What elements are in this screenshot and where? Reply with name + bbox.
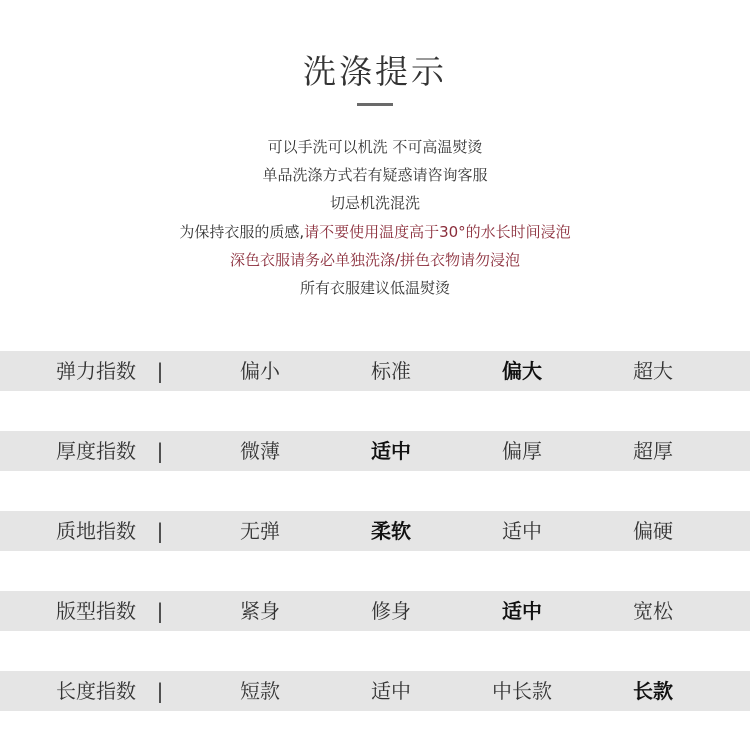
index-option: 超大	[633, 359, 673, 383]
index-option: 适中	[371, 679, 411, 703]
index-row-texture	[0, 511, 750, 551]
index-option: 偏厚	[502, 439, 542, 463]
index-row-length	[0, 671, 750, 711]
index-separator: |	[156, 359, 164, 383]
index-row-fit	[0, 591, 750, 631]
index-row-thickness	[0, 431, 750, 471]
index-separator: |	[156, 679, 164, 703]
index-option: 标准	[371, 359, 411, 383]
page-title: 洗涤提示	[303, 52, 447, 91]
index-option: 中长款	[492, 679, 552, 703]
index-option: 无弹	[240, 519, 280, 543]
index-option: 长款	[633, 679, 673, 703]
index-separator: |	[156, 519, 164, 543]
index-option: 偏小	[240, 359, 280, 383]
index-option: 适中	[502, 599, 542, 623]
index-option: 短款	[240, 679, 280, 703]
index-option: 适中	[371, 439, 411, 463]
tip-line-4-warning: 请不要使用温度高于30°的水长时间浸泡	[304, 222, 571, 241]
tip-line-4-normal: 为保持衣服的质感,	[179, 222, 305, 241]
index-option: 修身	[371, 599, 411, 623]
index-label: 弹力指数	[56, 359, 136, 383]
index-option: 紧身	[240, 599, 280, 623]
index-option: 偏硬	[633, 519, 673, 543]
index-separator: |	[156, 599, 164, 623]
index-option: 宽松	[633, 599, 673, 623]
index-row-elasticity	[0, 351, 750, 391]
index-label: 质地指数	[56, 519, 136, 543]
index-label: 厚度指数	[56, 439, 136, 463]
washing-tips	[0, 133, 750, 302]
title-underline	[357, 103, 393, 106]
tip-line-1: 可以手洗可以机洗 不可高温熨烫	[267, 138, 483, 156]
index-option: 适中	[502, 519, 542, 543]
index-option: 柔软	[371, 519, 411, 543]
index-option: 微薄	[240, 439, 280, 463]
index-option: 偏大	[502, 359, 542, 383]
index-option: 超厚	[633, 439, 673, 463]
index-label: 版型指数	[56, 599, 136, 623]
tip-line-2: 单品洗涤方式若有疑惑请咨询客服	[262, 166, 488, 185]
tip-line-5: 深色衣服请务必单独洗涤/拼色衣物请勿浸泡	[229, 250, 521, 269]
index-separator: |	[156, 439, 164, 463]
tip-line-3: 切忌机洗混洗	[329, 194, 420, 213]
tip-line-6: 所有衣服建议低温熨烫	[299, 279, 450, 298]
index-label: 长度指数	[56, 679, 136, 703]
tip-line-4	[0, 218, 750, 246]
